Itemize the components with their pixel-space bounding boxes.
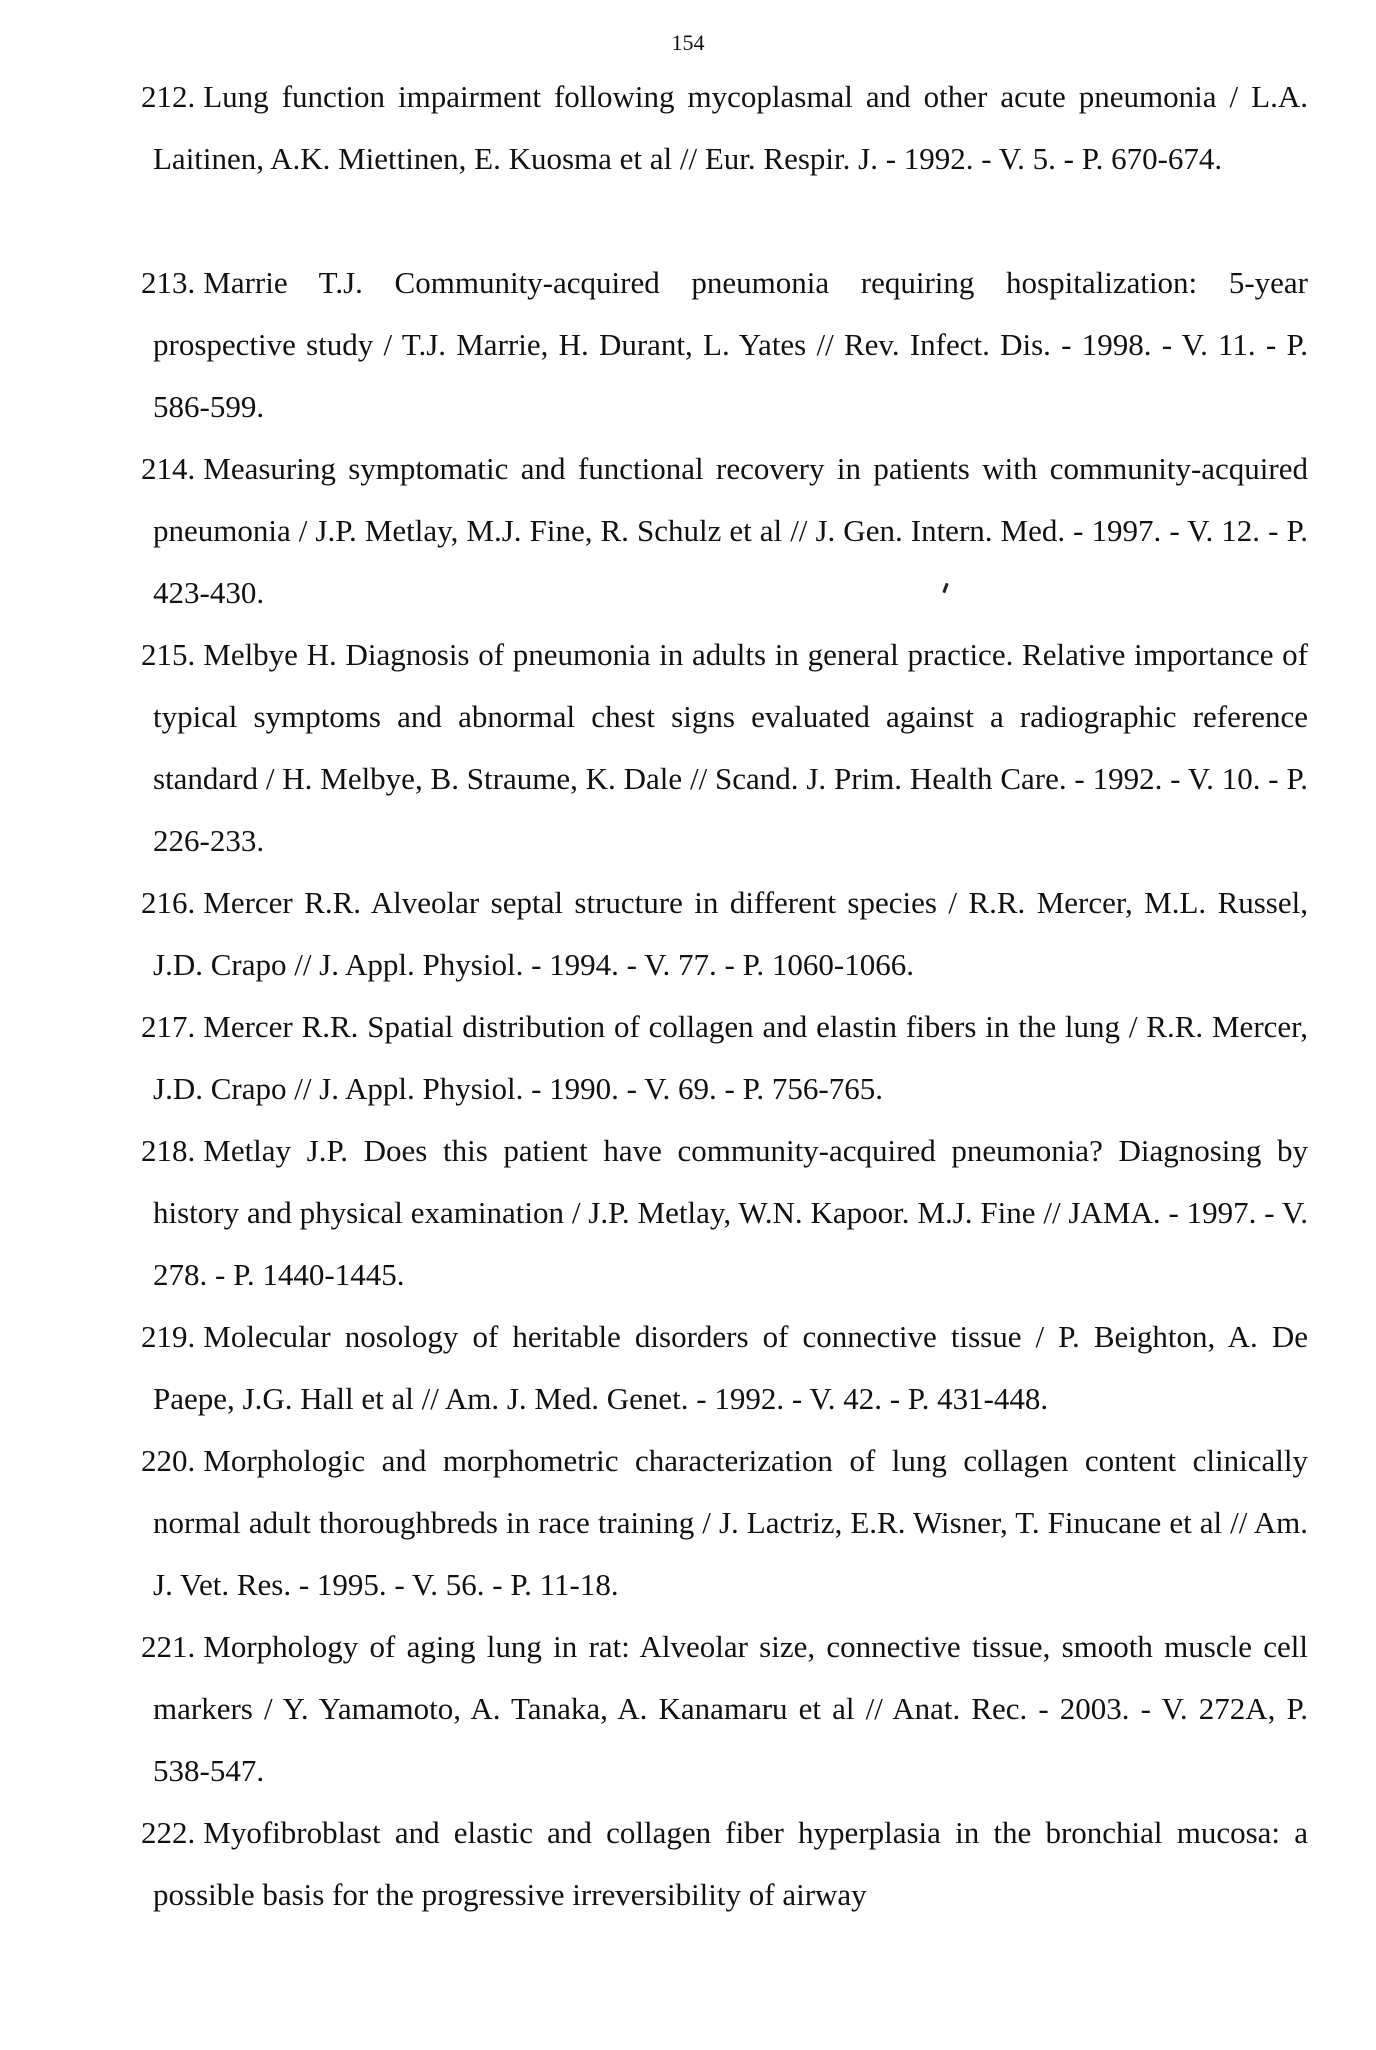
- reference-number: 215.: [141, 637, 196, 672]
- reference-number: 219.: [141, 1319, 196, 1354]
- reference-item: [0, 872, 1376, 996]
- reference-list: [0, 66, 1376, 1926]
- reference-number: 220.: [141, 1443, 196, 1478]
- reference-item: [0, 1120, 1376, 1306]
- reference-number: 222.: [141, 1815, 196, 1850]
- reference-text: Mercer R.R. Alveolar septal structure in different species / R.R. Mercer, M.L. Russel, J.D. Crapo // J. Appl. Physiol. - 1994. - V. 77. - P. 1060-1066.: [153, 885, 1308, 982]
- reference-item: [0, 996, 1376, 1120]
- reference-number: 218.: [141, 1133, 196, 1168]
- reference-item: [0, 1616, 1376, 1802]
- reference-item: [0, 252, 1376, 438]
- reference-number: 221.: [141, 1629, 196, 1664]
- reference-item: [0, 438, 1376, 624]
- reference-item: [0, 1430, 1376, 1616]
- reference-text: Molecular nosology of heritable disorders of connective tissue / P. Beighton, A. De Paepe, J.G. Hall et al // Am. J. Med. Genet. - 1992. - V. 42. - P. 431-448.: [153, 1319, 1308, 1416]
- reference-number: 217.: [141, 1009, 196, 1044]
- reference-item: [0, 66, 1376, 252]
- reference-text: Lung function impairment following mycoplasmal and other acute pneumonia / L.A. Laitinen, A.K. Miettinen, E. Kuosma et al // Eur. Respir. J. - 1992. - V. 5. - P. 670-674.: [153, 79, 1308, 176]
- reference-number: 212.: [141, 79, 196, 114]
- reference-item: [0, 1802, 1376, 1926]
- reference-number: 213.: [141, 265, 196, 300]
- reference-text: Morphology of aging lung in rat: Alveolar size, connective tissue, smooth muscle cell markers / Y. Yamamoto, A. Tanaka, A. Kanamaru et al // Anat. Rec. - 2003. - V. 272A, P. 538-547.: [153, 1629, 1308, 1788]
- reference-text: Measuring symptomatic and functional recovery in patients with community-acquired pneumonia / J.P. Metlay, M.J. Fine, R. Schulz et al // J. Gen. Intern. Med. - 1997. - V. 12. - P. 423-430.: [153, 451, 1308, 610]
- reference-item: [0, 624, 1376, 872]
- reference-number: 216.: [141, 885, 196, 920]
- reference-text: Marrie T.J. Community-acquired pneumonia requiring hospitalization: 5-year prospective study / T.J. Marrie, H. Durant, L. Yates // Rev. Infect. Dis. - 1998. - V. 11. - P. 586-599.: [153, 265, 1308, 424]
- reference-text: Mercer R.R. Spatial distribution of collagen and elastin fibers in the lung / R.R. Mercer, J.D. Crapo // J. Appl. Physiol. - 1990. - V. 69. - P. 756-765.: [153, 1009, 1308, 1106]
- reference-text: Metlay J.P. Does this patient have community-acquired pneumonia? Diagnosing by history and physical examination / J.P. Metlay, W.N. Kapoor. M.J. Fine // JAMA. - 1997. - V. 278. - P. 1440-1445.: [153, 1133, 1308, 1292]
- reference-text: Melbye H. Diagnosis of pneumonia in adults in general practice. Relative importance of typical symptoms and abnormal chest signs evaluated against a radiographic reference standard / H. Melbye, B. Straume, K. Dale // Scand. J. Prim. Health Care. - 1992. - V. 10. - P. 226-233.: [153, 637, 1308, 858]
- page-number: 154: [671, 30, 705, 55]
- reference-number: 214.: [141, 451, 196, 486]
- reference-text: Myofibroblast and elastic and collagen fiber hyperplasia in the bronchial mucosa: a possible basis for the progressive irreversibility of airway: [153, 1815, 1308, 1912]
- reference-item: [0, 1306, 1376, 1430]
- reference-text: Morphologic and morphometric characterization of lung collagen content clinically normal adult thoroughbreds in race training / J. Lactriz, E.R. Wisner, T. Finucane et al // Am. J. Vet. Res. - 1995. - V. 56. - P. 11-18.: [153, 1443, 1308, 1602]
